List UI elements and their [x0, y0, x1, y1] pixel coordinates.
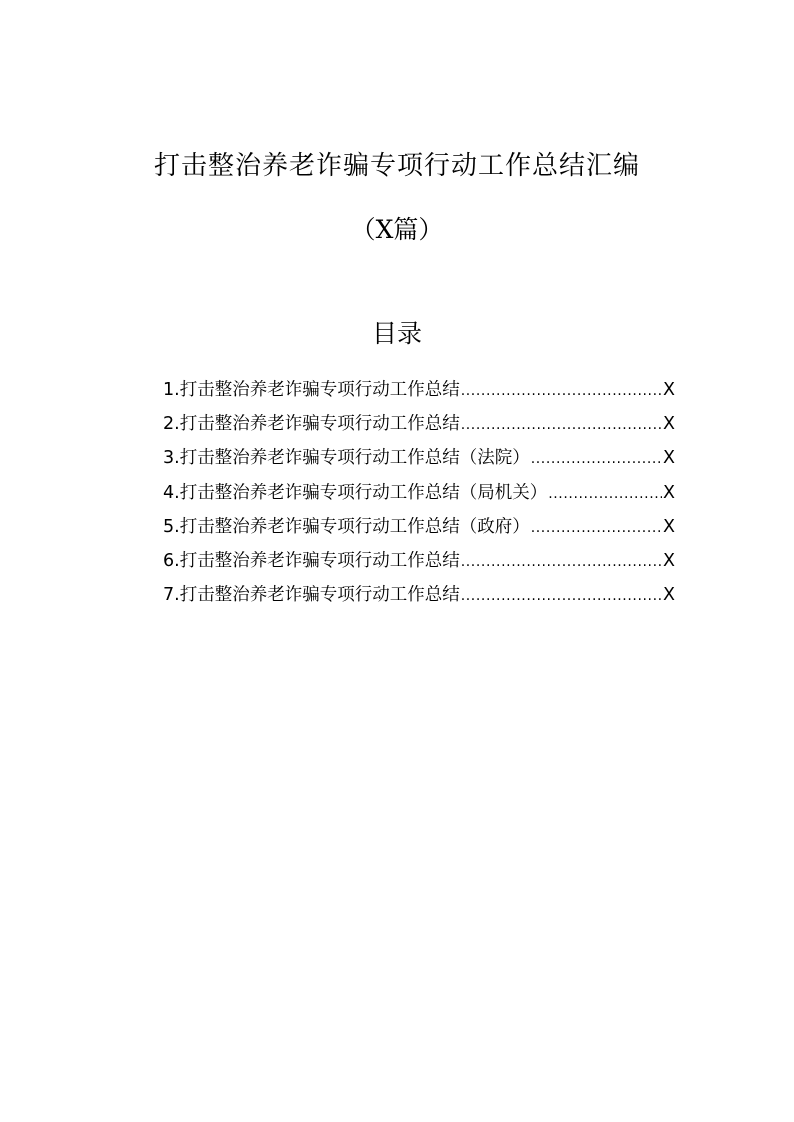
- toc-item-title: 打击整治养老诈骗专项行动工作总结（法院）: [179, 448, 530, 469]
- toc-item-title: 打击整治养老诈骗专项行动工作总结: [179, 414, 460, 435]
- toc-dot-leader: [548, 477, 662, 511]
- toc-dot-leader: [461, 545, 662, 579]
- toc-dot-leader: [531, 442, 662, 476]
- toc-item-page: X: [663, 448, 675, 469]
- toc-item-title: 打击整治养老诈骗专项行动工作总结（局机关）: [179, 482, 548, 503]
- toc-item-4[interactable]: [163, 476, 675, 510]
- toc-item-title: 打击整治养老诈骗专项行动工作总结（政府）: [179, 516, 530, 537]
- toc-item-1[interactable]: [163, 373, 675, 407]
- toc-item-number: 4.: [163, 482, 180, 503]
- toc-item-number: 5.: [163, 516, 180, 537]
- toc-item-number: 6.: [163, 550, 180, 571]
- toc-item-title: 打击整治养老诈骗专项行动工作总结: [179, 380, 460, 400]
- toc-item-page: X: [663, 516, 675, 537]
- toc-item-page: X: [663, 414, 675, 435]
- document-title: 打击整治养老诈骗专项行动工作总结汇编: [153, 151, 640, 181]
- toc-dot-leader: [461, 374, 662, 408]
- toc-item-page: X: [663, 550, 675, 571]
- toc-dot-leader: [461, 408, 662, 442]
- toc-heading: 目录: [371, 319, 422, 348]
- toc-list: [163, 373, 675, 612]
- toc-item-number: 1.: [163, 380, 180, 400]
- toc-item-page: X: [663, 380, 675, 400]
- toc-item-title: 打击整治养老诈骗专项行动工作总结: [179, 550, 460, 571]
- toc-item-title: 打击整治养老诈骗专项行动工作总结: [179, 585, 460, 606]
- toc-item-7[interactable]: [163, 578, 675, 612]
- toc-item-3[interactable]: [163, 441, 675, 475]
- toc-item-page: X: [663, 482, 675, 503]
- toc-item-number: 2.: [163, 414, 180, 435]
- toc-dot-leader: [461, 579, 662, 613]
- toc-dot-leader: [531, 511, 662, 545]
- toc-item-2[interactable]: [163, 407, 675, 441]
- toc-item-6[interactable]: [163, 544, 675, 578]
- toc-item-number: 3.: [163, 448, 180, 469]
- toc-item-number: 7.: [163, 585, 180, 606]
- document-subtitle: （X篇）: [350, 215, 444, 244]
- toc-item-page: X: [663, 585, 675, 606]
- toc-item-5[interactable]: [163, 510, 675, 544]
